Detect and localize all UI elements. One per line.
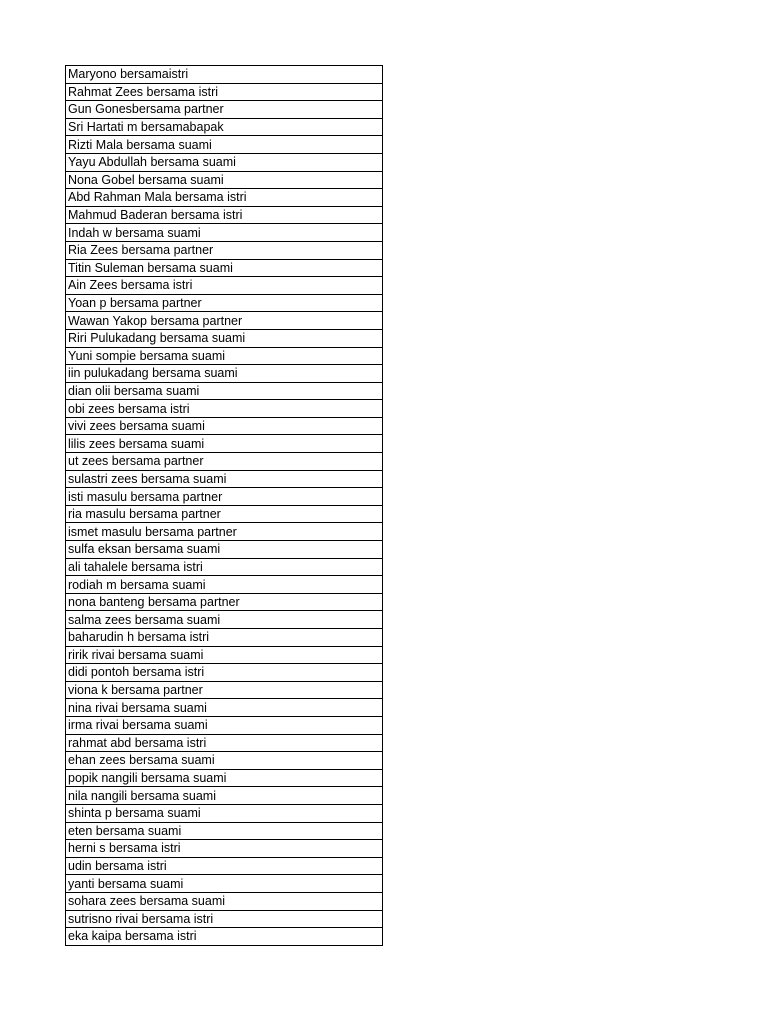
guest-cell[interactable]: ehan zees bersama suami <box>66 752 383 770</box>
guest-cell[interactable]: eka kaipa bersama istri <box>66 928 383 946</box>
table-row <box>66 822 383 840</box>
table-row <box>66 259 383 277</box>
table-row <box>66 699 383 717</box>
guest-cell[interactable]: irma rivai bersama suami <box>66 716 383 734</box>
table-row <box>66 646 383 664</box>
guest-cell[interactable]: udin bersama istri <box>66 857 383 875</box>
table-row <box>66 83 383 101</box>
table-row <box>66 488 383 506</box>
table-row <box>66 857 383 875</box>
table-row <box>66 752 383 770</box>
table-row <box>66 435 383 453</box>
table-row <box>66 241 383 259</box>
guest-cell[interactable]: Indah w bersama suami <box>66 224 383 242</box>
guest-cell[interactable]: nila nangili bersama suami <box>66 787 383 805</box>
table-row <box>66 101 383 119</box>
guest-cell[interactable]: Wawan Yakop bersama partner <box>66 312 383 330</box>
guest-cell[interactable]: iin pulukadang bersama suami <box>66 365 383 383</box>
guest-cell[interactable]: Maryono bersamaistri <box>66 66 383 84</box>
table-row <box>66 840 383 858</box>
table-row <box>66 523 383 541</box>
table-row <box>66 277 383 295</box>
guest-cell[interactable]: obi zees bersama istri <box>66 400 383 418</box>
table-row <box>66 400 383 418</box>
table-row <box>66 892 383 910</box>
guest-cell[interactable]: Ain Zees bersama istri <box>66 277 383 295</box>
table-row <box>66 224 383 242</box>
guest-cell[interactable]: eten bersama suami <box>66 822 383 840</box>
guest-cell[interactable]: viona k bersama partner <box>66 681 383 699</box>
table-row <box>66 312 383 330</box>
table-row <box>66 541 383 559</box>
guest-cell[interactable]: Abd Rahman Mala bersama istri <box>66 189 383 207</box>
guest-cell[interactable]: Yayu Abdullah bersama suami <box>66 153 383 171</box>
guest-cell[interactable]: Sri Hartati m bersamabapak <box>66 118 383 136</box>
table-row <box>66 629 383 647</box>
table-row <box>66 928 383 946</box>
guest-cell[interactable]: Ria Zees bersama partner <box>66 241 383 259</box>
guest-cell[interactable]: rodiah m bersama suami <box>66 576 383 594</box>
guest-cell[interactable]: salma zees bersama suami <box>66 611 383 629</box>
table-row <box>66 716 383 734</box>
table-row <box>66 417 383 435</box>
table-row <box>66 66 383 84</box>
table-row <box>66 470 383 488</box>
table-row <box>66 347 383 365</box>
table-row <box>66 804 383 822</box>
guest-cell[interactable]: rahmat abd bersama istri <box>66 734 383 752</box>
table-row <box>66 875 383 893</box>
table-row <box>66 171 383 189</box>
guest-list-body <box>66 66 383 946</box>
guest-cell[interactable]: popik nangili bersama suami <box>66 769 383 787</box>
guest-cell[interactable]: sohara zees bersama suami <box>66 892 383 910</box>
table-row <box>66 681 383 699</box>
table-row <box>66 329 383 347</box>
table-row <box>66 189 383 207</box>
guest-cell[interactable]: nina rivai bersama suami <box>66 699 383 717</box>
guest-cell[interactable]: lilis zees bersama suami <box>66 435 383 453</box>
guest-cell[interactable]: herni s bersama istri <box>66 840 383 858</box>
table-row <box>66 505 383 523</box>
guest-cell[interactable]: Rahmat Zees bersama istri <box>66 83 383 101</box>
table-row <box>66 611 383 629</box>
guest-cell[interactable]: Yoan p bersama partner <box>66 294 383 312</box>
guest-cell[interactable]: vivi zees bersama suami <box>66 417 383 435</box>
table-row <box>66 787 383 805</box>
guest-cell[interactable]: Nona Gobel bersama suami <box>66 171 383 189</box>
guest-cell[interactable]: yanti bersama suami <box>66 875 383 893</box>
guest-cell[interactable]: Riri Pulukadang bersama suami <box>66 329 383 347</box>
table-row <box>66 576 383 594</box>
guest-cell[interactable]: Yuni sompie bersama suami <box>66 347 383 365</box>
guest-cell[interactable]: Titin Suleman bersama suami <box>66 259 383 277</box>
guest-cell[interactable]: sulastri zees bersama suami <box>66 470 383 488</box>
guest-cell[interactable]: baharudin h bersama istri <box>66 629 383 647</box>
table-row <box>66 118 383 136</box>
guest-cell[interactable]: isti masulu bersama partner <box>66 488 383 506</box>
guest-cell[interactable]: ririk rivai bersama suami <box>66 646 383 664</box>
guest-cell[interactable]: nona banteng bersama partner <box>66 593 383 611</box>
table-row <box>66 153 383 171</box>
guest-cell[interactable]: dian olii bersama suami <box>66 382 383 400</box>
guest-cell[interactable]: Rizti Mala bersama suami <box>66 136 383 154</box>
table-row <box>66 453 383 471</box>
guest-cell[interactable]: Mahmud Baderan bersama istri <box>66 206 383 224</box>
table-row <box>66 910 383 928</box>
table-row <box>66 664 383 682</box>
guest-cell[interactable]: sulfa eksan bersama suami <box>66 541 383 559</box>
table-row <box>66 206 383 224</box>
guest-cell[interactable]: shinta p bersama suami <box>66 804 383 822</box>
guest-cell[interactable]: Gun Gonesbersama partner <box>66 101 383 119</box>
table-row <box>66 558 383 576</box>
guest-cell[interactable]: ismet masulu bersama partner <box>66 523 383 541</box>
guest-list-table <box>65 65 383 946</box>
guest-cell[interactable]: didi pontoh bersama istri <box>66 664 383 682</box>
guest-cell[interactable]: sutrisno rivai bersama istri <box>66 910 383 928</box>
table-row <box>66 382 383 400</box>
table-row <box>66 593 383 611</box>
table-row <box>66 136 383 154</box>
table-row <box>66 734 383 752</box>
guest-cell[interactable]: ali tahalele bersama istri <box>66 558 383 576</box>
table-row <box>66 365 383 383</box>
table-row <box>66 769 383 787</box>
table-row <box>66 294 383 312</box>
guest-cell[interactable]: ut zees bersama partner <box>66 453 383 471</box>
guest-cell[interactable]: ria masulu bersama partner <box>66 505 383 523</box>
